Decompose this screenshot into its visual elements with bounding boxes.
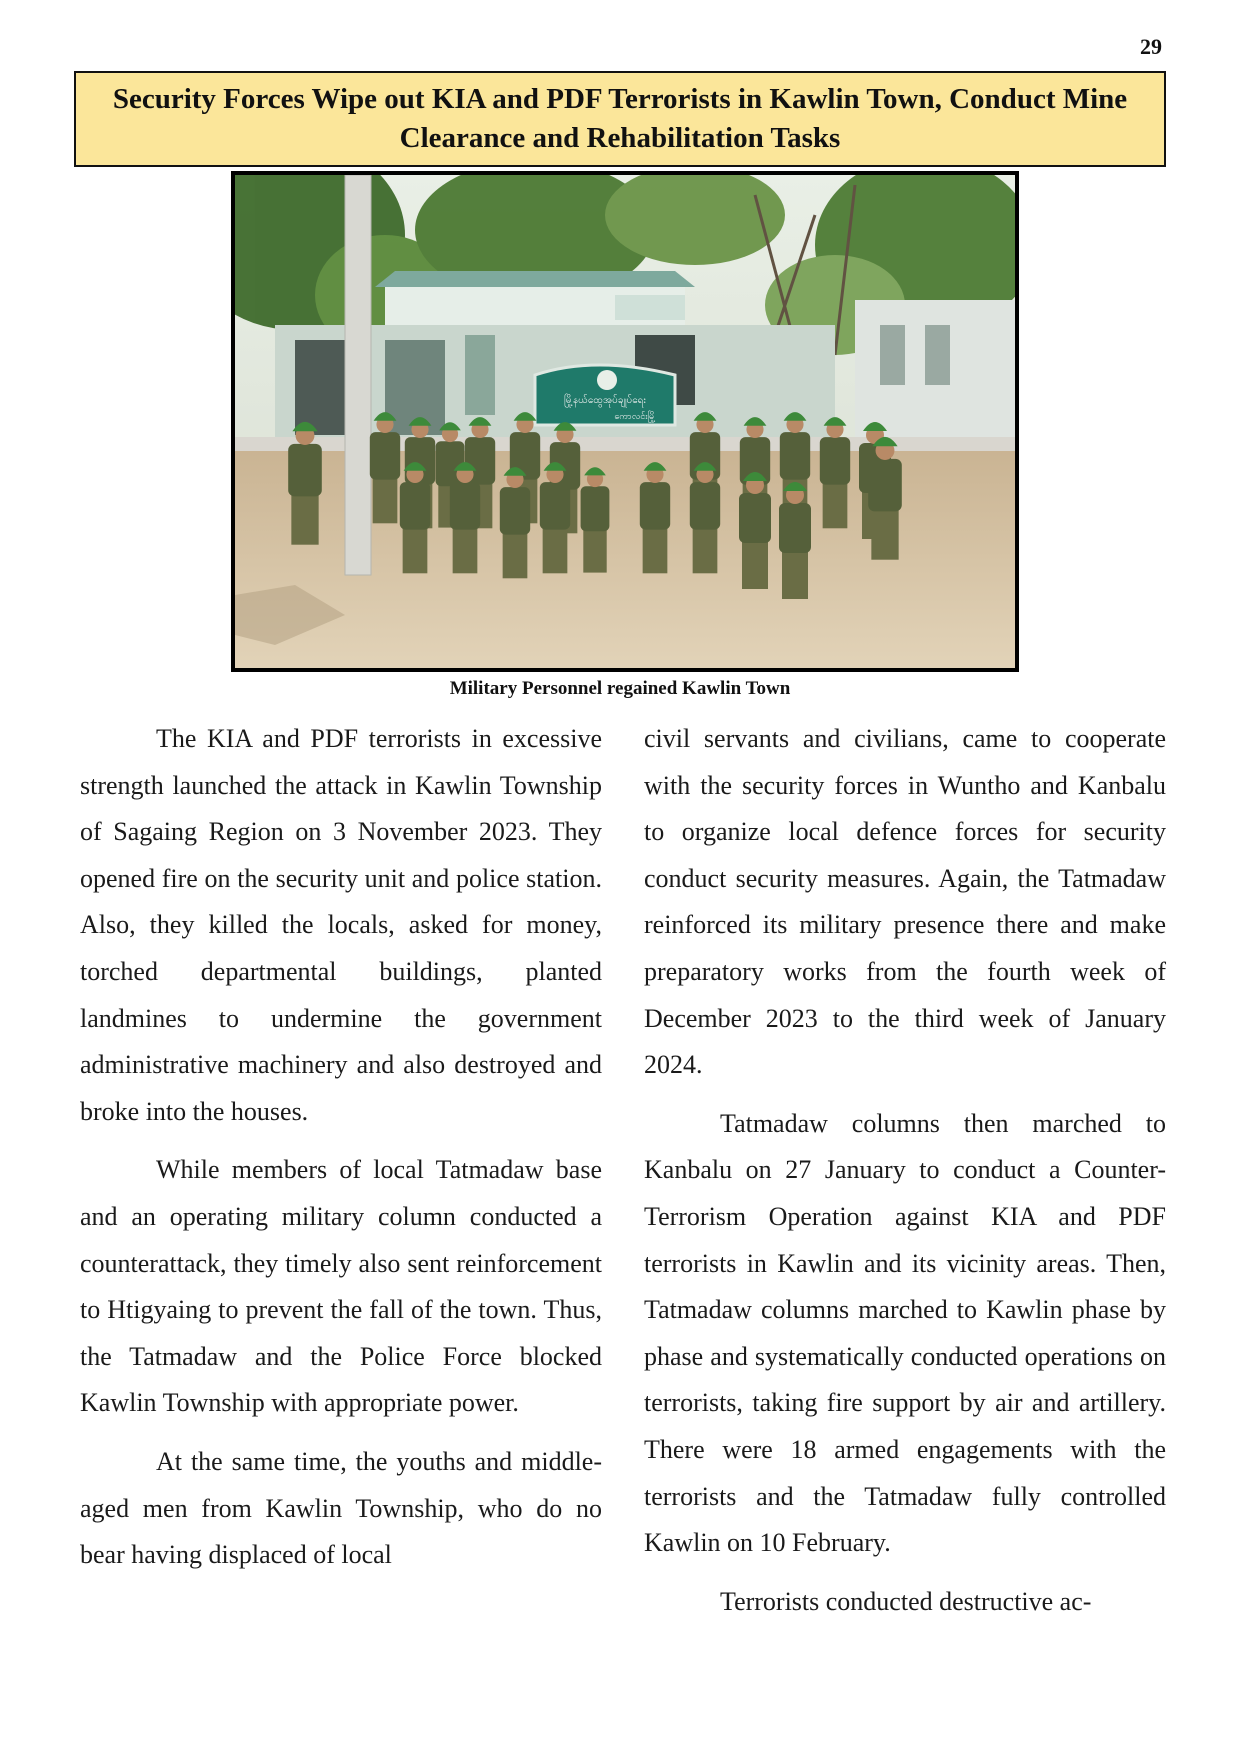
news-photo bbox=[231, 171, 1019, 672]
paragraph: civil servants and civilians, came to cooperate with the security forces in Wuntho and Kanbalu to organize local defence forces for security conduct security measures. Again, the Tatmadaw reinforced its military presence there and make preparatory works from the fourth week of December 2023 to the third week of January 2024. bbox=[644, 724, 1166, 1080]
paragraph: The KIA and PDF terrorists in excessive strength launched the attack in Kawlin Township of Sagaing Region on 3 November 2023. They opened fire on the security unit and police station. Also, they killed the locals, asked for money, torched departmental buildings, planted landmines to undermine the government administrative machinery and also destroyed and broke into the houses. bbox=[80, 724, 602, 1126]
photo-caption: Military Personnel regained Kawlin Town bbox=[449, 678, 791, 699]
office-signboard bbox=[535, 365, 675, 425]
paragraph: While members of local Tatmadaw base and an operating military column conducted a counterattack, they timely also sent reinforcement to Htigyaing to prevent the fall of the town. Thus, the Tatmadaw and the Police Force blocked Kawlin Township with appropriate power. bbox=[80, 1155, 602, 1418]
headline: Security Forces Wipe out KIA and PDF Terrorists in Kawlin Town, Conduct Mine Clearance and Rehabilitation Tasks bbox=[112, 83, 1128, 154]
soldiers-photo-illustration bbox=[235, 175, 1015, 668]
page-number: 29 bbox=[1140, 34, 1162, 59]
svg-text:မြို့နယ်ထွေအုပ်ချုပ်ရေး: မြို့နယ်ထွေအုပ်ချုပ်ရေး bbox=[564, 395, 646, 406]
paragraph: Tatmadaw columns then marched to Kanbalu on 27 January to conduct a Counter-Terrorism Operation against KIA and PDF terrorists in Kawlin and its vicinity areas. Then, Tatmadaw columns marched to Kawlin phase by phase and systematically conducted operations on terrorists, taking fire support by air and artillery. There were 18 armed engagements with the terrorists and the Tatmadaw fully controlled Kawlin on 10 February. bbox=[644, 1108, 1166, 1558]
right-column bbox=[644, 716, 1166, 1637]
headline-box bbox=[74, 71, 1166, 167]
svg-text:ကောလင်းမြို့: ကောလင်းမြို့ bbox=[614, 412, 656, 422]
paragraph: At the same time, the youths and middle-aged men from Kawlin Township, who do no bear having displaced of local bbox=[80, 1446, 602, 1570]
left-column bbox=[80, 716, 602, 1591]
paragraph: Terrorists conducted destructive ac- bbox=[720, 1586, 1092, 1616]
